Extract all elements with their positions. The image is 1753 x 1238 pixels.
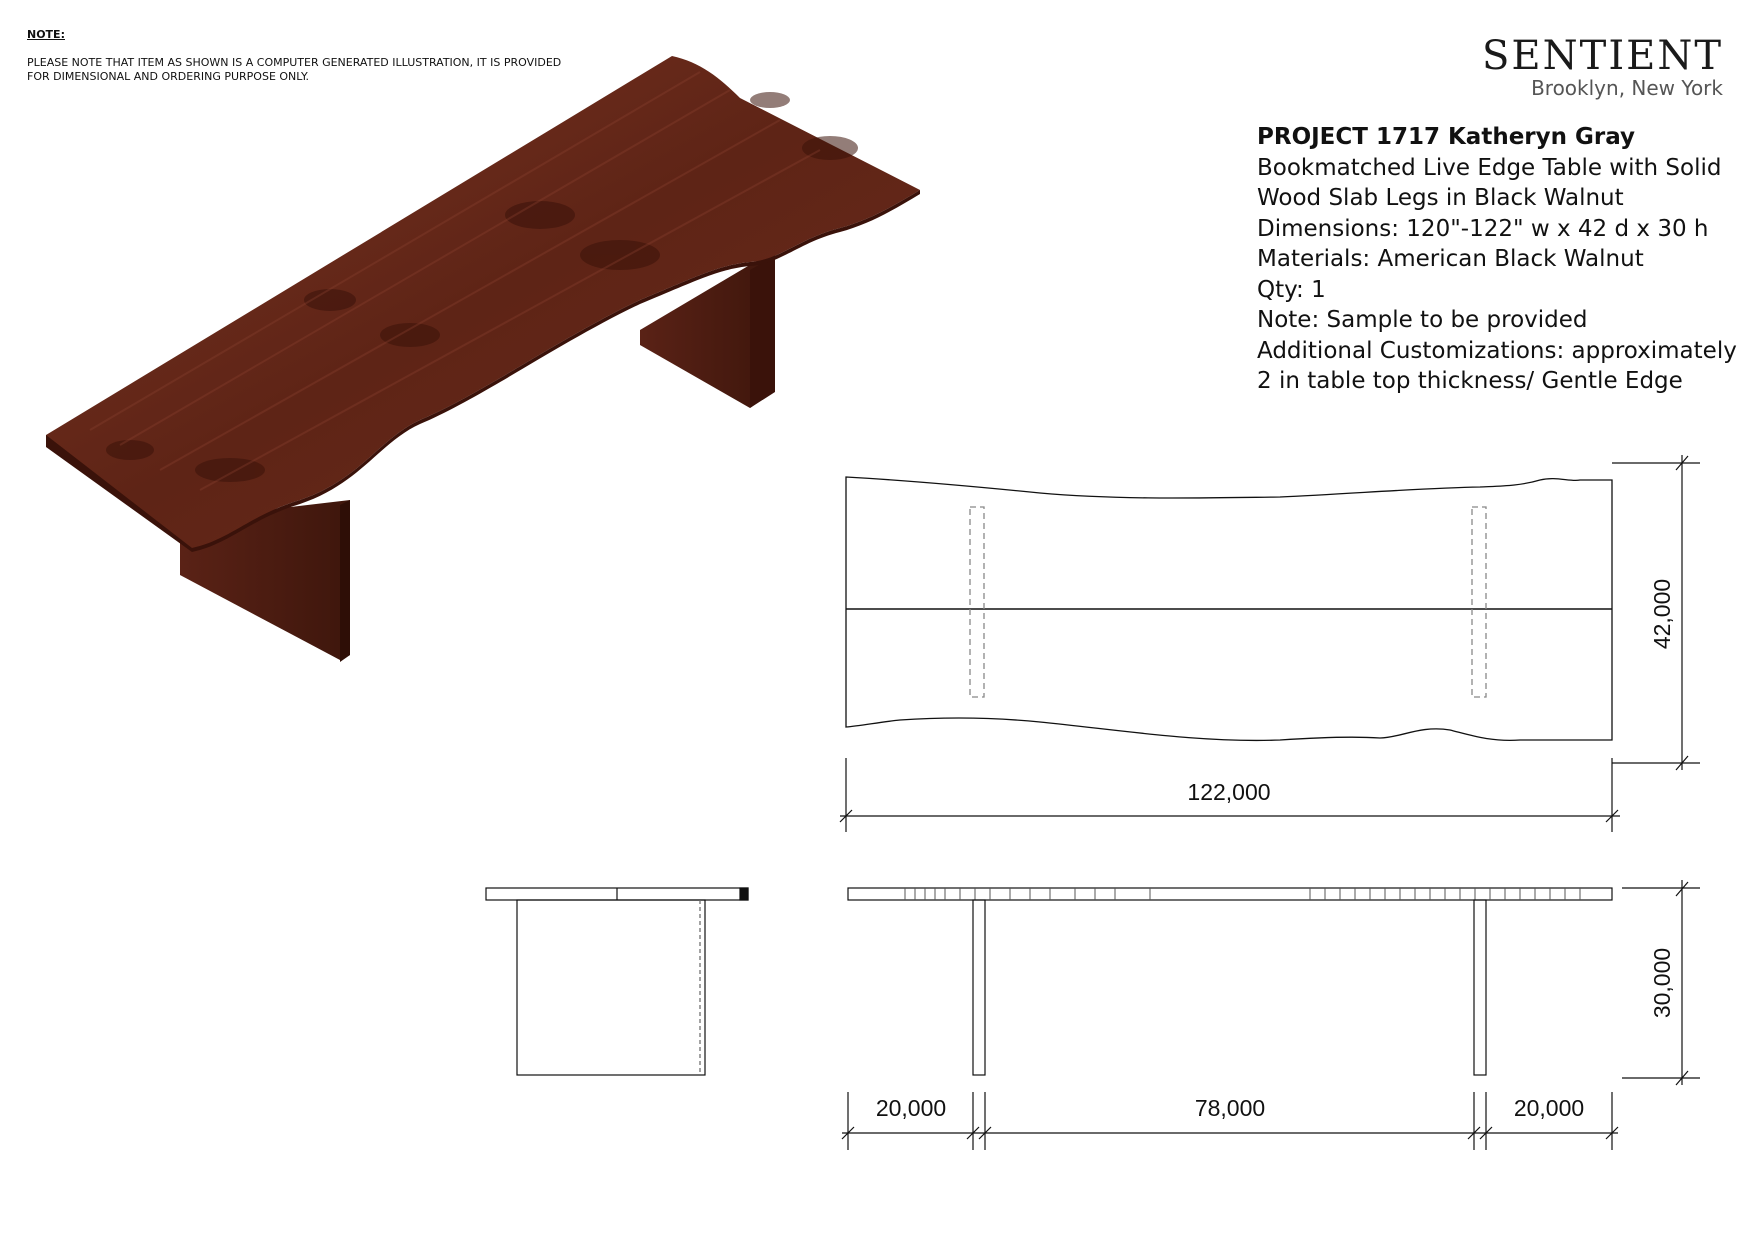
elevation-leg-left [973,900,985,1075]
end-view [486,888,748,1075]
spec-line: Qty: 1 [1257,276,1326,303]
dim-overhang-left-label: 20,000 [875,1095,947,1121]
plan-dimensions [840,455,1700,832]
table-top-surface [46,56,920,548]
dim-overhang-right-label: 20,000 [1513,1095,1585,1121]
elevation-top [848,888,1612,900]
plan-view [846,477,1612,740]
plan-leg-hidden [1472,507,1486,697]
back-leg-side [750,256,775,408]
elevation-view [848,888,1612,1075]
front-leg-side [340,500,350,662]
dim-height-label: 30,000 [1649,947,1675,1019]
elevation-top-grain [905,888,1580,900]
spec-line: Dimensions: 120"-122" w x 42 d x 30 h [1257,215,1709,242]
spec-line: Additional Customizations: approximately [1257,337,1737,364]
dim-between-legs-label: 78,000 [1194,1095,1266,1121]
spec-line: Wood Slab Legs in Black Walnut [1257,185,1624,211]
logo-location: Brooklyn, New York [1531,76,1723,100]
logo-name: SENTIENT [1482,33,1723,79]
dim-depth-label: 42,000 [1649,578,1675,650]
spec-line: 2 in table top thickness/ Gentle Edge [1257,368,1683,394]
note-title: NOTE: [27,28,65,41]
end-view-leg [517,900,705,1075]
elevation-leg-right [1474,900,1486,1075]
plan-leg-hidden [970,507,984,697]
spec-title: PROJECT 1717 Katheryn Gray [1257,124,1636,150]
spec-line: Materials: American Black Walnut [1257,246,1644,272]
spec-line: Bookmatched Live Edge Table with Solid [1257,154,1722,181]
spec-line: Note: Sample to be provided [1257,307,1588,333]
dim-width-label: 122,000 [1187,779,1271,805]
note-text: PLEASE NOTE THAT ITEM AS SHOWN IS A COMPUTER GENERATED ILLUSTRATION, IT IS PROVIDED FOR DIMENSIONAL AND ORDERING PURPOSE ONLY. [27,56,562,83]
isometric-table-render [46,56,920,662]
